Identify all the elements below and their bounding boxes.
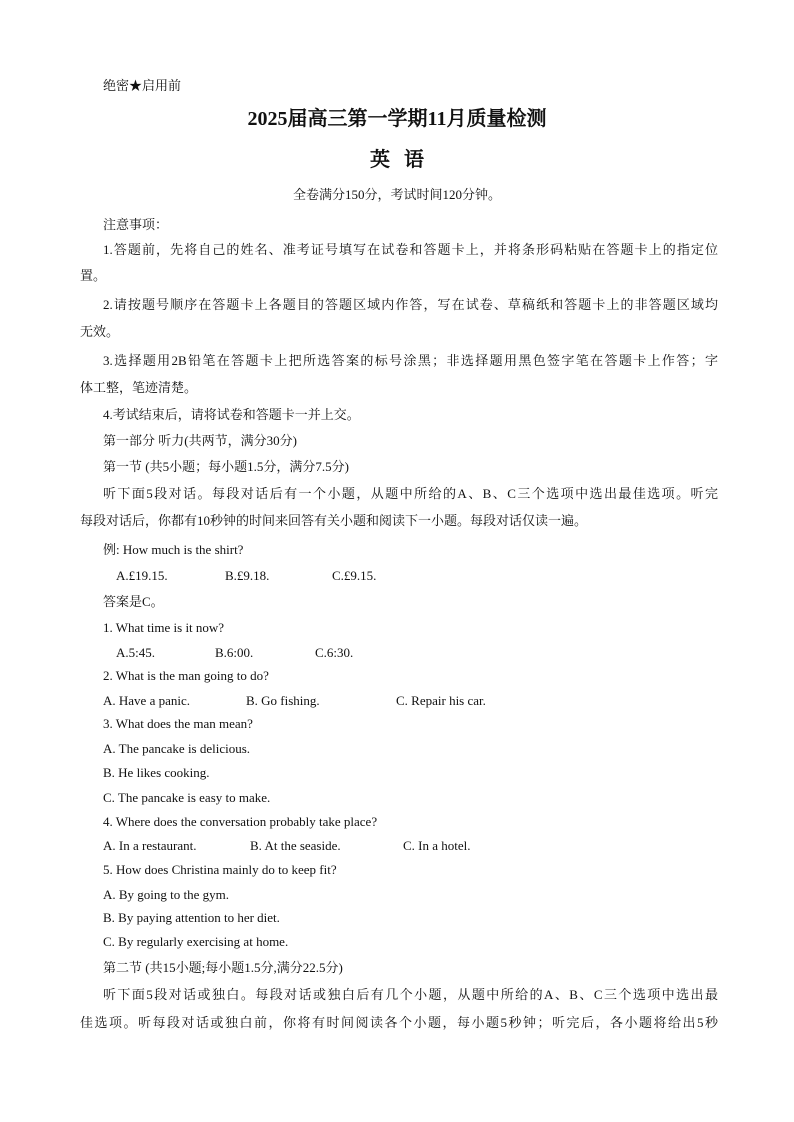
section1-heading: 第一节 (共5小题；每小题1.5分，满分7.5分) bbox=[103, 459, 349, 474]
score-info: 全卷满分150分，考试时间120分钟。 bbox=[292, 187, 501, 202]
question-1: 1. What time is it now? bbox=[103, 620, 225, 635]
q1-option-a: A.5:45. bbox=[116, 645, 155, 660]
q2-option-b: B. Go fishing. bbox=[246, 693, 320, 708]
example-question: 例: How much is the shirt? bbox=[103, 542, 244, 557]
q3-option-c: C. The pancake is easy to make. bbox=[103, 790, 271, 805]
example-option-b: B.£9.18. bbox=[225, 568, 270, 583]
note-1-line-2: 置。 bbox=[80, 268, 107, 283]
q2-option-a: A. Have a panic. bbox=[103, 693, 190, 708]
note-2-line-1: 2.请按题号顺序在答题卡上各题目的答题区域内作答，写在试卷、草稿纸和答题卡上的非答题区域均 bbox=[103, 297, 718, 312]
q4-option-b: B. At the seaside. bbox=[250, 838, 341, 853]
q3-option-b: B. He likes cooking. bbox=[103, 765, 210, 780]
confidential-label: 绝密★启用前 bbox=[103, 78, 182, 93]
example-option-c: C.£9.15. bbox=[332, 568, 377, 583]
note-1-line-1: 1.答题前，先将自己的姓名、准考证号填写在试卷和答题卡上，并将条形码粘贴在答题卡上的指定位 bbox=[103, 242, 718, 257]
q1-option-b: B.6:00. bbox=[215, 645, 254, 660]
question-4: 4. Where does the conversation probably take place? bbox=[103, 814, 378, 829]
note-3-line-2: 体工整，笔迹清楚。 bbox=[80, 380, 198, 395]
note-4: 4.考试结束后，请将试卷和答题卡一并上交。 bbox=[103, 407, 360, 422]
section2-instruction-line-1: 听下面5段对话或独白。每段对话或独白后有几个小题，从题中所给的A、B、C三个选项中选出最 bbox=[103, 987, 718, 1002]
exam-title: 2025届高三第一学期11月质量检测 bbox=[247, 108, 547, 130]
notes-heading: 注意事项： bbox=[103, 217, 169, 232]
example-answer: 答案是C。 bbox=[103, 594, 164, 609]
question-3: 3. What does the man mean? bbox=[103, 716, 253, 731]
note-3-line-1: 3.选择题用2B铅笔在答题卡上把所选答案的标号涂黑；非选择题用黑色签字笔在答题卡上作答；字 bbox=[103, 353, 718, 368]
question-5: 5. How does Christina mainly do to keep fit? bbox=[103, 862, 337, 877]
section2-heading: 第二节 (共15小题;每小题1.5分,满分22.5分) bbox=[103, 960, 343, 975]
q5-option-b: B. By paying attention to her diet. bbox=[103, 910, 280, 925]
q3-option-a: A. The pancake is delicious. bbox=[103, 741, 251, 756]
q5-option-c: C. By regularly exercising at home. bbox=[103, 934, 289, 949]
section1-instruction-line-2: 每段对话后，你都有10秒钟的时间来回答有关小题和阅读下一小题。每段对话仅读一遍。 bbox=[80, 513, 588, 528]
subject-title: 英语 bbox=[370, 149, 438, 171]
q4-option-c: C. In a hotel. bbox=[403, 838, 471, 853]
part1-heading: 第一部分 听力(共两节，满分30分) bbox=[103, 433, 297, 448]
question-2: 2. What is the man going to do? bbox=[103, 668, 269, 683]
note-2-line-2: 无效。 bbox=[80, 324, 120, 339]
q4-option-a: A. In a restaurant. bbox=[103, 838, 197, 853]
q2-option-c: C. Repair his car. bbox=[396, 693, 486, 708]
example-option-a: A.£19.15. bbox=[116, 568, 168, 583]
q5-option-a: A. By going to the gym. bbox=[103, 887, 230, 902]
section2-instruction-line-2: 佳选项。听每段对话或独白前，你将有时间阅读各个小题，每小题5秒钟；听完后，各小题将给出5秒 bbox=[80, 1015, 718, 1030]
q1-option-c: C.6:30. bbox=[315, 645, 354, 660]
section1-instruction-line-1: 听下面5段对话。每段对话后有一个小题，从题中所给的A、B、C三个选项中选出最佳选项。听完 bbox=[103, 486, 718, 501]
